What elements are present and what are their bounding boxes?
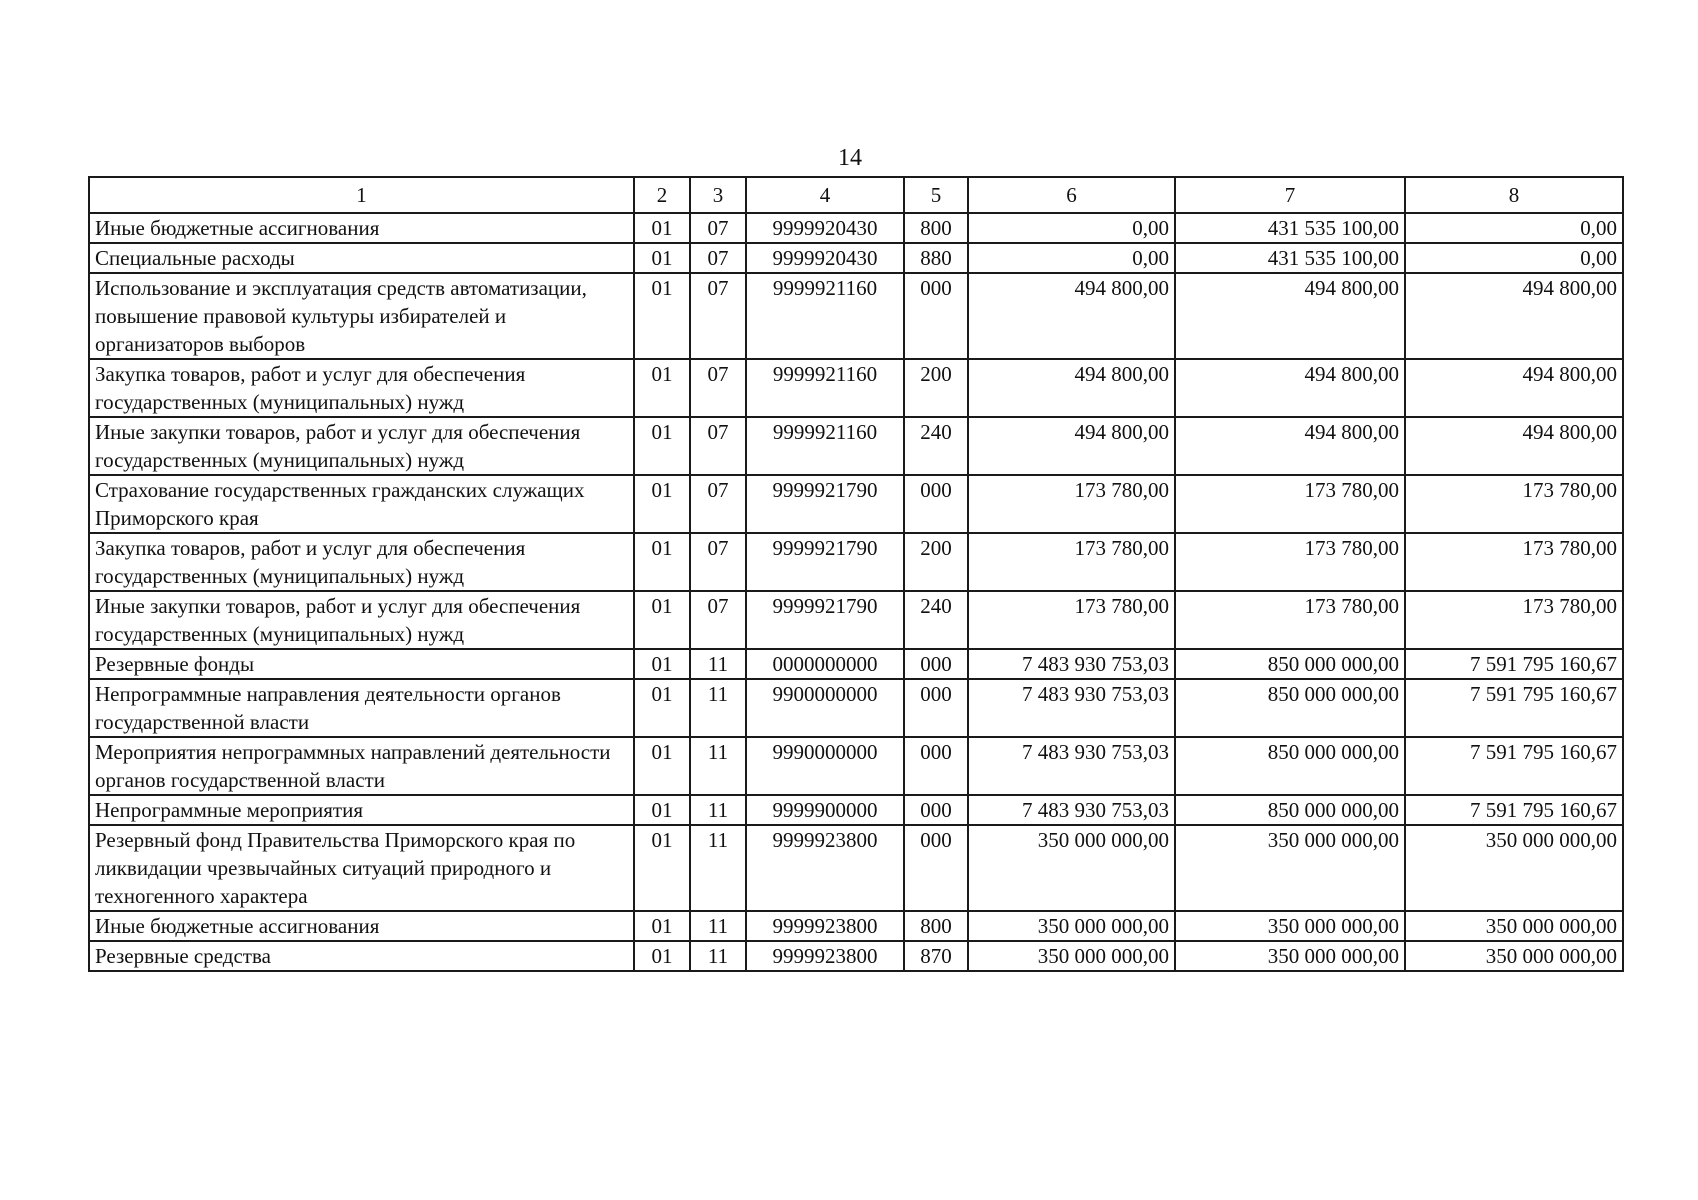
amount-cell-7: 350 000 000,00 bbox=[1175, 911, 1405, 941]
amount-cell-6: 7 483 930 753,03 bbox=[968, 649, 1175, 679]
table-row bbox=[89, 679, 1623, 737]
table-row bbox=[89, 737, 1623, 795]
table-row bbox=[89, 533, 1623, 591]
amount-cell-8: 350 000 000,00 bbox=[1405, 941, 1623, 971]
code-cell-5: 200 bbox=[904, 359, 968, 417]
code-cell-2: 01 bbox=[634, 359, 690, 417]
code-cell-5: 000 bbox=[904, 737, 968, 795]
amount-cell-6: 173 780,00 bbox=[968, 475, 1175, 533]
code-cell-3: 07 bbox=[690, 213, 746, 243]
row-name-cell: Мероприятия непрограммных направлений деятельности органов государственной власти bbox=[89, 737, 634, 795]
amount-cell-7: 350 000 000,00 bbox=[1175, 825, 1405, 911]
code-cell-3: 07 bbox=[690, 591, 746, 649]
code-cell-2: 01 bbox=[634, 679, 690, 737]
code-cell-5: 870 bbox=[904, 941, 968, 971]
amount-cell-8: 173 780,00 bbox=[1405, 591, 1623, 649]
amount-cell-7: 173 780,00 bbox=[1175, 533, 1405, 591]
table-row bbox=[89, 475, 1623, 533]
amount-cell-8: 350 000 000,00 bbox=[1405, 911, 1623, 941]
column-header: 2 bbox=[634, 177, 690, 213]
amount-cell-8: 494 800,00 bbox=[1405, 417, 1623, 475]
table-row bbox=[89, 417, 1623, 475]
row-name-cell: Страхование государственных гражданских служащих Приморского края bbox=[89, 475, 634, 533]
amount-cell-7: 350 000 000,00 bbox=[1175, 941, 1405, 971]
code-cell-4: 9990000000 bbox=[746, 737, 904, 795]
row-name-cell: Непрограммные мероприятия bbox=[89, 795, 634, 825]
amount-cell-8: 7 591 795 160,67 bbox=[1405, 679, 1623, 737]
table-row bbox=[89, 273, 1623, 359]
amount-cell-6: 350 000 000,00 bbox=[968, 911, 1175, 941]
code-cell-5: 000 bbox=[904, 679, 968, 737]
code-cell-5: 800 bbox=[904, 911, 968, 941]
code-cell-2: 01 bbox=[634, 533, 690, 591]
code-cell-3: 11 bbox=[690, 679, 746, 737]
code-cell-5: 880 bbox=[904, 243, 968, 273]
code-cell-3: 11 bbox=[690, 825, 746, 911]
row-name-cell: Непрограммные направления деятельности органов государственной власти bbox=[89, 679, 634, 737]
code-cell-2: 01 bbox=[634, 475, 690, 533]
amount-cell-6: 350 000 000,00 bbox=[968, 825, 1175, 911]
row-name-cell: Резервные средства bbox=[89, 941, 634, 971]
amount-cell-6: 350 000 000,00 bbox=[968, 941, 1175, 971]
amount-cell-7: 431 535 100,00 bbox=[1175, 213, 1405, 243]
amount-cell-7: 173 780,00 bbox=[1175, 475, 1405, 533]
table-row bbox=[89, 649, 1623, 679]
amount-cell-6: 173 780,00 bbox=[968, 533, 1175, 591]
code-cell-4: 9999920430 bbox=[746, 243, 904, 273]
code-cell-3: 07 bbox=[690, 417, 746, 475]
table-body bbox=[89, 213, 1623, 971]
code-cell-3: 11 bbox=[690, 649, 746, 679]
code-cell-2: 01 bbox=[634, 795, 690, 825]
code-cell-2: 01 bbox=[634, 591, 690, 649]
amount-cell-8: 494 800,00 bbox=[1405, 359, 1623, 417]
amount-cell-6: 7 483 930 753,03 bbox=[968, 679, 1175, 737]
code-cell-3: 11 bbox=[690, 911, 746, 941]
amount-cell-7: 850 000 000,00 bbox=[1175, 795, 1405, 825]
code-cell-4: 9999921790 bbox=[746, 533, 904, 591]
code-cell-3: 07 bbox=[690, 475, 746, 533]
amount-cell-8: 0,00 bbox=[1405, 213, 1623, 243]
code-cell-4: 9900000000 bbox=[746, 679, 904, 737]
amount-cell-6: 494 800,00 bbox=[968, 273, 1175, 359]
header-row bbox=[89, 177, 1623, 213]
amount-cell-7: 494 800,00 bbox=[1175, 359, 1405, 417]
amount-cell-7: 850 000 000,00 bbox=[1175, 679, 1405, 737]
column-header: 5 bbox=[904, 177, 968, 213]
row-name-cell: Резервный фонд Правительства Приморского края по ликвидации чрезвычайных ситуаций природного и техногенного характера bbox=[89, 825, 634, 911]
amount-cell-8: 173 780,00 bbox=[1405, 533, 1623, 591]
code-cell-4: 0000000000 bbox=[746, 649, 904, 679]
code-cell-2: 01 bbox=[634, 243, 690, 273]
column-header: 6 bbox=[968, 177, 1175, 213]
amount-cell-7: 431 535 100,00 bbox=[1175, 243, 1405, 273]
amount-cell-7: 494 800,00 bbox=[1175, 273, 1405, 359]
code-cell-5: 000 bbox=[904, 649, 968, 679]
row-name-cell: Иные бюджетные ассигнования bbox=[89, 911, 634, 941]
code-cell-4: 9999923800 bbox=[746, 825, 904, 911]
code-cell-4: 9999921790 bbox=[746, 475, 904, 533]
code-cell-3: 07 bbox=[690, 359, 746, 417]
code-cell-2: 01 bbox=[634, 273, 690, 359]
column-header: 7 bbox=[1175, 177, 1405, 213]
code-cell-2: 01 bbox=[634, 649, 690, 679]
code-cell-5: 000 bbox=[904, 795, 968, 825]
column-header: 3 bbox=[690, 177, 746, 213]
amount-cell-7: 850 000 000,00 bbox=[1175, 737, 1405, 795]
amount-cell-8: 0,00 bbox=[1405, 243, 1623, 273]
amount-cell-8: 350 000 000,00 bbox=[1405, 825, 1623, 911]
table-row bbox=[89, 591, 1623, 649]
code-cell-5: 240 bbox=[904, 417, 968, 475]
amount-cell-6: 7 483 930 753,03 bbox=[968, 795, 1175, 825]
budget-table bbox=[88, 176, 1624, 972]
amount-cell-8: 7 591 795 160,67 bbox=[1405, 737, 1623, 795]
code-cell-4: 9999920430 bbox=[746, 213, 904, 243]
code-cell-4: 9999921160 bbox=[746, 359, 904, 417]
table-row bbox=[89, 941, 1623, 971]
code-cell-5: 000 bbox=[904, 273, 968, 359]
amount-cell-6: 0,00 bbox=[968, 243, 1175, 273]
column-header: 1 bbox=[89, 177, 634, 213]
row-name-cell: Закупка товаров, работ и услуг для обеспечения государственных (муниципальных) нужд bbox=[89, 359, 634, 417]
amount-cell-7: 173 780,00 bbox=[1175, 591, 1405, 649]
amount-cell-7: 494 800,00 bbox=[1175, 417, 1405, 475]
amount-cell-8: 494 800,00 bbox=[1405, 273, 1623, 359]
code-cell-3: 11 bbox=[690, 941, 746, 971]
code-cell-2: 01 bbox=[634, 737, 690, 795]
amount-cell-8: 7 591 795 160,67 bbox=[1405, 795, 1623, 825]
amount-cell-6: 7 483 930 753,03 bbox=[968, 737, 1175, 795]
row-name-cell: Резервные фонды bbox=[89, 649, 634, 679]
code-cell-2: 01 bbox=[634, 941, 690, 971]
code-cell-5: 000 bbox=[904, 825, 968, 911]
code-cell-3: 07 bbox=[690, 533, 746, 591]
page-number: 14 bbox=[838, 145, 862, 171]
code-cell-4: 9999921160 bbox=[746, 417, 904, 475]
row-name-cell: Использование и эксплуатация средств автоматизации, повышение правовой культуры избирателей и организаторов выборов bbox=[89, 273, 634, 359]
code-cell-4: 9999921790 bbox=[746, 591, 904, 649]
amount-cell-6: 494 800,00 bbox=[968, 359, 1175, 417]
code-cell-3: 07 bbox=[690, 273, 746, 359]
amount-cell-8: 173 780,00 bbox=[1405, 475, 1623, 533]
code-cell-4: 9999923800 bbox=[746, 911, 904, 941]
row-name-cell: Специальные расходы bbox=[89, 243, 634, 273]
table-row bbox=[89, 243, 1623, 273]
row-name-cell: Иные закупки товаров, работ и услуг для обеспечения государственных (муниципальных) нужд bbox=[89, 417, 634, 475]
code-cell-3: 11 bbox=[690, 737, 746, 795]
table-row bbox=[89, 825, 1623, 911]
column-header: 8 bbox=[1405, 177, 1623, 213]
code-cell-5: 240 bbox=[904, 591, 968, 649]
code-cell-5: 000 bbox=[904, 475, 968, 533]
table-row bbox=[89, 911, 1623, 941]
code-cell-2: 01 bbox=[634, 213, 690, 243]
table-row bbox=[89, 359, 1623, 417]
code-cell-4: 9999923800 bbox=[746, 941, 904, 971]
code-cell-2: 01 bbox=[634, 911, 690, 941]
table-row bbox=[89, 795, 1623, 825]
code-cell-2: 01 bbox=[634, 825, 690, 911]
amount-cell-6: 0,00 bbox=[968, 213, 1175, 243]
code-cell-2: 01 bbox=[634, 417, 690, 475]
code-cell-5: 800 bbox=[904, 213, 968, 243]
row-name-cell: Иные закупки товаров, работ и услуг для обеспечения государственных (муниципальных) нужд bbox=[89, 591, 634, 649]
column-header: 4 bbox=[746, 177, 904, 213]
amount-cell-6: 494 800,00 bbox=[968, 417, 1175, 475]
code-cell-4: 9999900000 bbox=[746, 795, 904, 825]
row-name-cell: Закупка товаров, работ и услуг для обеспечения государственных (муниципальных) нужд bbox=[89, 533, 634, 591]
row-name-cell: Иные бюджетные ассигнования bbox=[89, 213, 634, 243]
table-row bbox=[89, 213, 1623, 243]
amount-cell-8: 7 591 795 160,67 bbox=[1405, 649, 1623, 679]
amount-cell-7: 850 000 000,00 bbox=[1175, 649, 1405, 679]
amount-cell-6: 173 780,00 bbox=[968, 591, 1175, 649]
code-cell-4: 9999921160 bbox=[746, 273, 904, 359]
code-cell-3: 11 bbox=[690, 795, 746, 825]
code-cell-3: 07 bbox=[690, 243, 746, 273]
code-cell-5: 200 bbox=[904, 533, 968, 591]
